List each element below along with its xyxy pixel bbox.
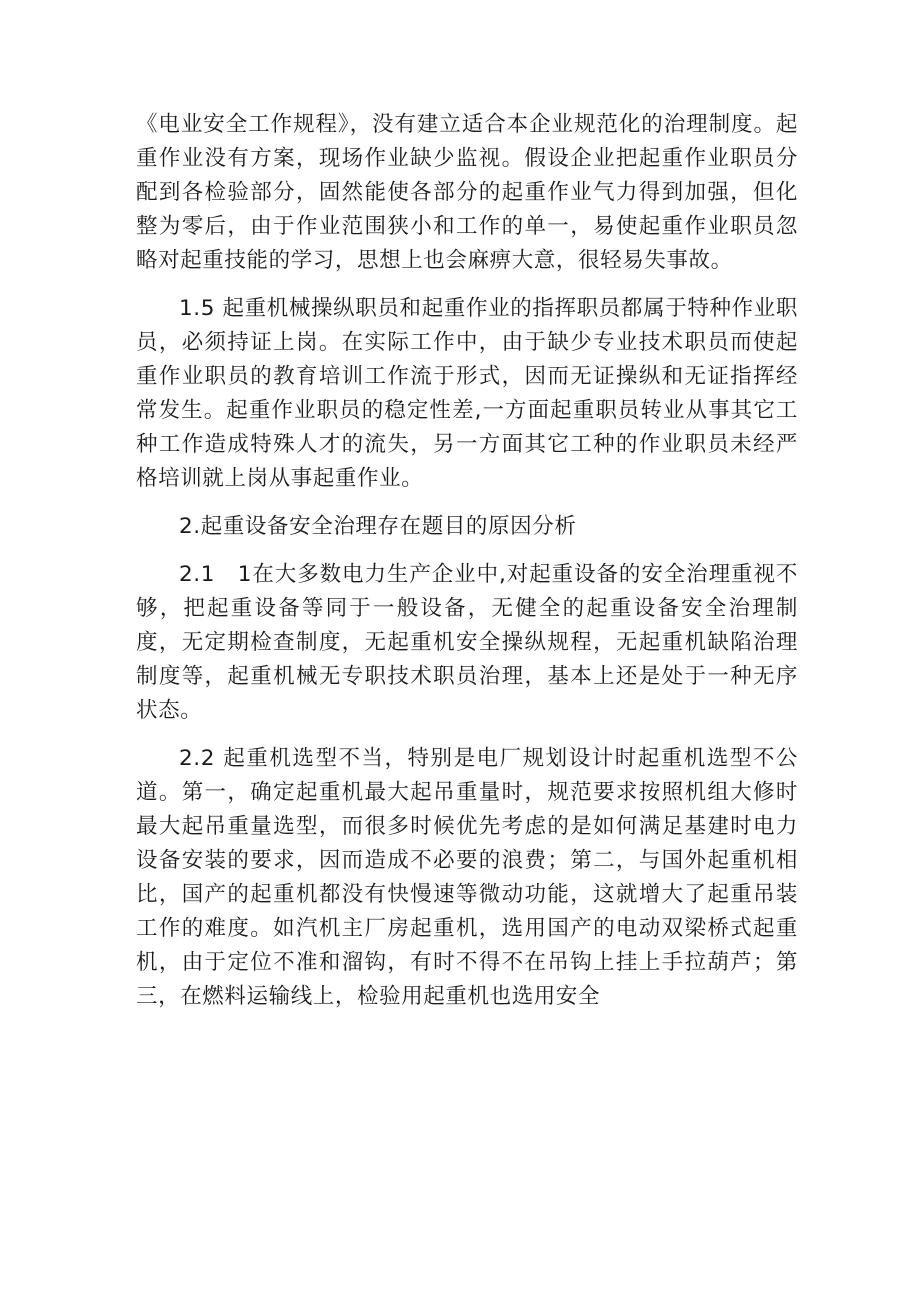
paragraph-section-2-1: 2.1 1在大多数电力生产企业中,对起重设备的安全治理重视不够，把起重设备等同于一般设备，无健全的起重设备安全治理制度，无定期检查制度，无起重机安全操纵规程，无起重机缺陷治理制度等，起重机械无专职技术职员治理，基本上还是处于一种无序状态。 — [136, 562, 798, 723]
section-heading-2: 2.起重设备安全治理存在题目的原因分析 — [179, 514, 577, 539]
paragraph-continued-management: 《电业安全工作规程》，没有建立适合本企业规范化的治理制度。起重作业没有方案，现场作业缺少监视。假设企业把起重作业职员分配到各检验部分，固然能使各部分的起重作业气力得到加强，但化整为零后，由于作业范围狭小和工作的单一，易使起重作业职员忽略对起重技能的学习，思想上也会麻痹大意，很轻易失事故。 — [136, 112, 798, 273]
paragraph-section-2-2: 2.2 起重机选型不当，特别是电厂规划设计时起重机选型不公道。第一，确定起重机最大起吊重量时，规范要求按照机组大修时最大起吊重量选型，而很多时候优先考虑的是如何满足基建时电力设备安装的要求，因而造成不必要的浪费；第二，与国外起重机相比，国产的起重机都没有快慢速等微动功能，这就增大了起重吊装工作的难度。如汽机主厂房起重机，选用国产的电动双梁桥式起重机，由于定位不准和溜钩，有时不得不在吊钩上挂上手拉葫芦；第三，在燃料运输线上，检验用起重机也选用安全 — [136, 746, 798, 1009]
paragraph-section-1-5: 1.5 起重机械操纵职员和起重作业的指挥职员都属于特种作业职员，必须持证上岗。在实际工作中，由于缺少专业技术职员而使起重作业职员的教育培训工作流于形式，因而无证操纵和无证指挥经常发生。起重作业职员的稳定性差,一方面起重职员转业从事其它工种工作造成特殊人才的流失，另一方面其它工种的作业职员未经严格培训就上岗从事起重作业。 — [136, 296, 798, 491]
